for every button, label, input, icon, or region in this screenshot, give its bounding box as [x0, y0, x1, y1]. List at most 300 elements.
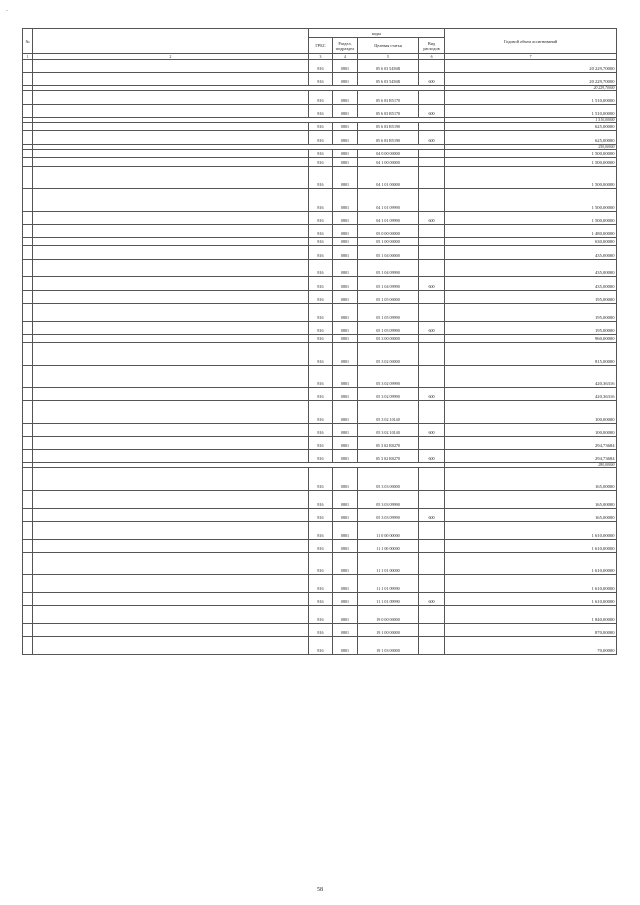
row-grbs: 816: [309, 246, 333, 259]
table-row: [23, 73, 617, 86]
row-amount: 1 500,00000: [445, 149, 617, 158]
row-grbs: 816: [309, 60, 333, 73]
table-row: [23, 490, 617, 508]
note-amount: 1 510,00000: [445, 117, 617, 122]
row-expense-type: [419, 401, 445, 423]
row-section: 0801: [333, 365, 358, 387]
row-expense-type: [419, 60, 445, 73]
row-number: [23, 401, 33, 423]
header-name: [33, 29, 309, 54]
row-section: 0801: [333, 401, 358, 423]
row-amount: 165,00000: [445, 508, 617, 521]
row-name: [33, 321, 309, 334]
row-target: 05 6 03 R5170: [358, 91, 419, 104]
row-number: [23, 189, 33, 211]
row-grbs: 816: [309, 521, 333, 539]
table-row: [23, 321, 617, 334]
row-target: 11 1 01 09990: [358, 575, 419, 593]
row-amount: 1 500,00000: [445, 189, 617, 211]
row-grbs: 816: [309, 158, 333, 167]
row-target: 05 3 03 09990: [358, 508, 419, 521]
row-number: [23, 490, 33, 508]
row-grbs: 816: [309, 343, 333, 365]
row-expense-type: [419, 290, 445, 303]
row-target: 05 6 03 5456R: [358, 60, 419, 73]
column-number: 1: [23, 54, 33, 60]
table-row: [23, 575, 617, 593]
row-grbs: 816: [309, 450, 333, 463]
row-grbs: 816: [309, 606, 333, 624]
row-number: [23, 277, 33, 290]
row-section: 0801: [333, 490, 358, 508]
row-name: [33, 259, 309, 277]
row-expense-type: [419, 189, 445, 211]
row-name: [33, 623, 309, 636]
row-target: 05 1 05 09990: [358, 303, 419, 321]
row-target: 05 3 02 09990: [358, 388, 419, 401]
row-target: 05 3 02 10140: [358, 401, 419, 423]
row-target: 04 1 01 09990: [358, 211, 419, 224]
header-grbs: ГРБС: [309, 38, 333, 54]
row-amount: 1 610,00000: [445, 539, 617, 552]
table-row: [23, 592, 617, 605]
row-section: 0801: [333, 259, 358, 277]
row-section: 0801: [333, 237, 358, 246]
row-number: [23, 606, 33, 624]
row-expense-type: 600: [419, 73, 445, 86]
row-section: 0801: [333, 104, 358, 117]
row-section: 0801: [333, 158, 358, 167]
row-grbs: 816: [309, 73, 333, 86]
row-amount: 960,00000: [445, 334, 617, 343]
row-grbs: 816: [309, 259, 333, 277]
row-amount: 1 510,00000: [445, 91, 617, 104]
row-grbs: 816: [309, 334, 333, 343]
row-section: 0801: [333, 343, 358, 365]
row-section: 0801: [333, 468, 358, 490]
row-grbs: 816: [309, 91, 333, 104]
row-amount: 1 480,00000: [445, 224, 617, 237]
row-target: 05 6 03 R5170: [358, 104, 419, 117]
table-row: [23, 552, 617, 574]
row-grbs: 816: [309, 149, 333, 158]
column-number: 5: [358, 54, 419, 60]
row-expense-type: [419, 303, 445, 321]
row-grbs: 816: [309, 237, 333, 246]
row-expense-type: [419, 468, 445, 490]
row-name: [33, 539, 309, 552]
row-amount: 70,00000: [445, 637, 617, 655]
row-expense-type: [419, 436, 445, 449]
row-target: 05 1 04 09990: [358, 277, 419, 290]
row-amount: 815,00000: [445, 343, 617, 365]
row-name: [33, 303, 309, 321]
note-amount: 250,00000: [445, 144, 617, 149]
row-name: [33, 575, 309, 593]
row-grbs: 816: [309, 211, 333, 224]
row-section: 0801: [333, 450, 358, 463]
row-expense-type: [419, 521, 445, 539]
row-grbs: 816: [309, 539, 333, 552]
margin-mark: -: [6, 8, 8, 14]
table-row: [23, 122, 617, 131]
table-row: [23, 158, 617, 167]
row-grbs: 816: [309, 623, 333, 636]
row-amount: 630,00000: [445, 237, 617, 246]
row-target: 05 3 02 R0270: [358, 450, 419, 463]
table-row: [23, 637, 617, 655]
row-name: [33, 637, 309, 655]
row-name: [33, 277, 309, 290]
row-target: 11 0 00 00000: [358, 521, 419, 539]
row-target: 05 1 04 09990: [358, 259, 419, 277]
row-number: [23, 60, 33, 73]
header-codes: коды: [309, 29, 445, 38]
row-section: 0801: [333, 521, 358, 539]
table-row: [23, 436, 617, 449]
table-row: [23, 166, 617, 188]
row-section: 0801: [333, 575, 358, 593]
row-number: [23, 508, 33, 521]
row-number: [23, 423, 33, 436]
row-number: [23, 166, 33, 188]
row-number: [23, 122, 33, 131]
row-amount: 1 610,00000: [445, 592, 617, 605]
table-row: [23, 290, 617, 303]
table-row: [23, 521, 617, 539]
row-name: [33, 189, 309, 211]
row-section: 0801: [333, 388, 358, 401]
row-name: [33, 365, 309, 387]
row-grbs: 816: [309, 552, 333, 574]
row-grbs: 816: [309, 401, 333, 423]
row-expense-type: [419, 575, 445, 593]
row-section: 0801: [333, 131, 358, 144]
row-amount: 435,00000: [445, 246, 617, 259]
header-expense-type: Вид расходов: [419, 38, 445, 54]
row-section: 0801: [333, 552, 358, 574]
row-number: [23, 73, 33, 86]
row-grbs: 816: [309, 166, 333, 188]
row-amount: 1 510,00000: [445, 104, 617, 117]
row-target: 19 1 03 00000: [358, 637, 419, 655]
row-amount: 1 500,00000: [445, 158, 617, 167]
row-grbs: 816: [309, 436, 333, 449]
row-expense-type: 600: [419, 104, 445, 117]
row-number: [23, 246, 33, 259]
row-section: 0801: [333, 592, 358, 605]
row-number: [23, 539, 33, 552]
row-name: [33, 122, 309, 131]
row-number: [23, 237, 33, 246]
row-grbs: 816: [309, 104, 333, 117]
table-row: [23, 246, 617, 259]
row-amount: 195,00000: [445, 290, 617, 303]
note-amount: 280,00000: [445, 463, 617, 468]
row-section: 0801: [333, 539, 358, 552]
row-amount: 165,00000: [445, 468, 617, 490]
row-expense-type: [419, 149, 445, 158]
column-number: 4: [333, 54, 358, 60]
column-number: 2: [33, 54, 309, 60]
header-section: Раздел, подраздел: [333, 38, 358, 54]
row-section: 0801: [333, 211, 358, 224]
row-name: [33, 290, 309, 303]
header-target: Целевая статья: [358, 38, 419, 54]
row-number: [23, 290, 33, 303]
row-amount: 435,00000: [445, 277, 617, 290]
row-target: 04 1 01 09990: [358, 189, 419, 211]
row-grbs: 816: [309, 637, 333, 655]
table-row: [23, 401, 617, 423]
row-number: [23, 211, 33, 224]
table-row: [23, 623, 617, 636]
table-row: [23, 189, 617, 211]
page-number: 58: [317, 887, 323, 893]
row-grbs: 816: [309, 592, 333, 605]
row-number: [23, 623, 33, 636]
row-target: 05 6 03 5456R: [358, 73, 419, 86]
row-section: 0801: [333, 436, 358, 449]
row-target: 11 1 01 09990: [358, 592, 419, 605]
row-section: 0801: [333, 189, 358, 211]
row-number: [23, 521, 33, 539]
row-number: [23, 91, 33, 104]
row-grbs: 816: [309, 131, 333, 144]
row-grbs: 816: [309, 277, 333, 290]
row-expense-type: [419, 122, 445, 131]
row-amount: 625,00000: [445, 122, 617, 131]
row-expense-type: [419, 637, 445, 655]
row-grbs: 816: [309, 508, 333, 521]
row-section: 0801: [333, 224, 358, 237]
row-target: 05 3 02 R0270: [358, 436, 419, 449]
row-expense-type: 600: [419, 450, 445, 463]
table-row: [23, 60, 617, 73]
row-name: [33, 131, 309, 144]
row-grbs: 816: [309, 388, 333, 401]
row-amount: 1 500,00000: [445, 211, 617, 224]
row-amount: 420,36316: [445, 388, 617, 401]
row-name: [33, 592, 309, 605]
row-section: 0801: [333, 623, 358, 636]
row-section: 0801: [333, 423, 358, 436]
row-name: [33, 606, 309, 624]
row-expense-type: 600: [419, 277, 445, 290]
row-name: [33, 237, 309, 246]
row-expense-type: [419, 237, 445, 246]
row-grbs: 816: [309, 290, 333, 303]
table-row: [23, 224, 617, 237]
row-grbs: 816: [309, 468, 333, 490]
row-section: 0801: [333, 166, 358, 188]
row-number: [23, 131, 33, 144]
row-name: [33, 436, 309, 449]
row-name: [33, 468, 309, 490]
row-number: [23, 552, 33, 574]
row-name: [33, 423, 309, 436]
table-row: [23, 343, 617, 365]
row-expense-type: [419, 166, 445, 188]
header-amount: Годовой объем ассигнований: [445, 29, 617, 54]
table-row: [23, 303, 617, 321]
row-number: [23, 259, 33, 277]
table-row: [23, 450, 617, 463]
column-number: 6: [419, 54, 445, 60]
row-amount: 1 500,00000: [445, 166, 617, 188]
row-section: 0801: [333, 73, 358, 86]
row-amount: 294,73684: [445, 450, 617, 463]
row-section: 0801: [333, 303, 358, 321]
row-number: [23, 334, 33, 343]
table-row: [23, 149, 617, 158]
note-amount: 20 229,70000: [445, 86, 617, 91]
row-number: [23, 224, 33, 237]
row-grbs: 816: [309, 303, 333, 321]
row-section: 0801: [333, 60, 358, 73]
row-expense-type: [419, 158, 445, 167]
row-expense-type: [419, 246, 445, 259]
table-row: [23, 388, 617, 401]
row-name: [33, 149, 309, 158]
row-grbs: 816: [309, 224, 333, 237]
column-number: 7: [445, 54, 617, 60]
row-section: 0801: [333, 508, 358, 521]
row-number: [23, 575, 33, 593]
table-row: [23, 277, 617, 290]
row-target: 05 1 05 09990: [358, 321, 419, 334]
row-target: 05 3 00 00000: [358, 334, 419, 343]
row-amount: 20 229,70000: [445, 60, 617, 73]
row-grbs: 816: [309, 189, 333, 211]
row-name: [33, 211, 309, 224]
table-row: [23, 334, 617, 343]
row-target: 19 0 00 00000: [358, 606, 419, 624]
row-expense-type: [419, 334, 445, 343]
table-row: [23, 211, 617, 224]
row-name: [33, 490, 309, 508]
row-amount: 195,00000: [445, 303, 617, 321]
row-grbs: 816: [309, 490, 333, 508]
row-expense-type: [419, 91, 445, 104]
row-grbs: 816: [309, 122, 333, 131]
row-name: [33, 450, 309, 463]
row-expense-type: [419, 623, 445, 636]
row-number: [23, 436, 33, 449]
table-row: [23, 539, 617, 552]
row-number: [23, 637, 33, 655]
row-section: 0801: [333, 246, 358, 259]
table-row: [23, 104, 617, 117]
table-row: [23, 365, 617, 387]
row-target: 19 1 00 00000: [358, 623, 419, 636]
row-expense-type: 600: [419, 423, 445, 436]
row-section: 0801: [333, 290, 358, 303]
table-row: [23, 508, 617, 521]
row-number: [23, 365, 33, 387]
row-section: 0801: [333, 122, 358, 131]
row-section: 0801: [333, 149, 358, 158]
row-name: [33, 104, 309, 117]
table-row: [23, 91, 617, 104]
row-expense-type: 600: [419, 321, 445, 334]
row-expense-type: [419, 552, 445, 574]
budget-table-page: [22, 28, 616, 655]
row-number: [23, 104, 33, 117]
row-name: [33, 60, 309, 73]
row-name: [33, 508, 309, 521]
table-row: [23, 423, 617, 436]
row-expense-type: 600: [419, 131, 445, 144]
row-number: [23, 450, 33, 463]
row-target: 05 6 03 R5190: [358, 131, 419, 144]
row-expense-type: [419, 606, 445, 624]
row-name: [33, 343, 309, 365]
row-name: [33, 158, 309, 167]
row-amount: 195,00000: [445, 321, 617, 334]
row-expense-type: [419, 539, 445, 552]
row-name: [33, 73, 309, 86]
row-amount: 420,36316: [445, 365, 617, 387]
header-number: №: [23, 29, 33, 54]
row-target: 04 1 01 00000: [358, 166, 419, 188]
row-name: [33, 166, 309, 188]
row-number: [23, 158, 33, 167]
row-number: [23, 388, 33, 401]
table-row: [23, 237, 617, 246]
row-target: 05 6 03 R5190: [358, 122, 419, 131]
row-section: 0801: [333, 321, 358, 334]
row-section: 0801: [333, 637, 358, 655]
row-expense-type: 600: [419, 388, 445, 401]
row-amount: 625,00000: [445, 131, 617, 144]
row-section: 0801: [333, 277, 358, 290]
row-amount: 165,00000: [445, 490, 617, 508]
row-target: 05 1 00 00000: [358, 237, 419, 246]
column-number: 3: [309, 54, 333, 60]
row-amount: 294,73684: [445, 436, 617, 449]
row-name: [33, 401, 309, 423]
row-expense-type: 600: [419, 508, 445, 521]
row-number: [23, 321, 33, 334]
row-target: 05 3 02 00000: [358, 343, 419, 365]
row-target: 11 1 00 00000: [358, 539, 419, 552]
row-target: 05 3 02 09990: [358, 365, 419, 387]
row-target: 04 1 00 00000: [358, 158, 419, 167]
row-name: [33, 246, 309, 259]
table-body: [23, 60, 617, 655]
row-section: 0801: [333, 606, 358, 624]
row-grbs: 816: [309, 321, 333, 334]
budget-allocation-table: [22, 28, 617, 655]
row-expense-type: [419, 224, 445, 237]
row-expense-type: [419, 365, 445, 387]
row-target: 05 1 04 00000: [358, 246, 419, 259]
table-row: [23, 259, 617, 277]
row-target: 11 1 01 00000: [358, 552, 419, 574]
row-target: 04 0 00 00000: [358, 149, 419, 158]
row-amount: 1 610,00000: [445, 552, 617, 574]
table-row: [23, 131, 617, 144]
row-expense-type: [419, 490, 445, 508]
row-name: [33, 552, 309, 574]
row-amount: 435,00000: [445, 259, 617, 277]
row-target: 05 1 05 00000: [358, 290, 419, 303]
row-number: [23, 592, 33, 605]
row-amount: 100,00000: [445, 401, 617, 423]
row-name: [33, 334, 309, 343]
row-expense-type: [419, 259, 445, 277]
